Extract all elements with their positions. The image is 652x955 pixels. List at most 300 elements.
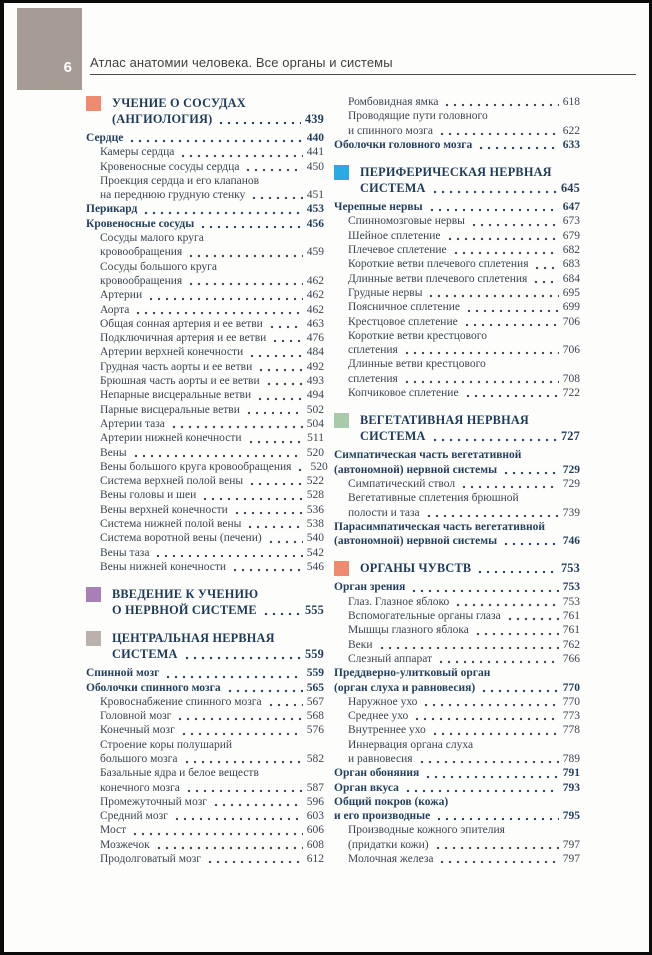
entry-title: Брюшная часть аорты и ее ветви	[100, 375, 260, 388]
toc-entry	[334, 652, 580, 666]
entry-title: Спинномозговые нервы	[348, 215, 465, 228]
dot-leader	[404, 789, 559, 793]
toc-entry	[334, 638, 580, 652]
page-ref: 753	[560, 561, 580, 576]
entry-title: Короткие ветви плечевого сплетения	[348, 258, 529, 271]
toc-line	[348, 343, 580, 357]
page-ref: 484	[306, 346, 324, 359]
page-ref: 596	[306, 795, 324, 808]
entry-title: Грудные нервы	[348, 286, 423, 299]
page-ref: 493	[306, 375, 324, 388]
toc-line	[348, 300, 580, 314]
dot-leader	[246, 525, 302, 529]
entry-title: Артерии нижней конечности	[100, 432, 242, 445]
entry-title: Поясничное сплетение	[348, 301, 460, 314]
toc-line	[100, 474, 324, 488]
page-ref: 520	[310, 460, 328, 473]
toc-section-header	[334, 412, 580, 444]
dot-leader	[443, 103, 558, 107]
dot-leader	[183, 760, 303, 764]
toc-entry	[86, 431, 324, 445]
toc-entry	[86, 666, 324, 680]
page-ref: 795	[562, 810, 580, 823]
dot-leader	[435, 817, 558, 821]
section-color-marker	[334, 413, 349, 428]
toc-line	[334, 463, 580, 477]
page-ref: 679	[562, 229, 580, 242]
toc-line	[360, 560, 580, 576]
page-ref: 791	[562, 767, 580, 780]
page-ref: 762	[562, 638, 580, 651]
page-ref: 618	[562, 96, 580, 108]
dot-leader	[403, 351, 559, 355]
dot-leader	[431, 732, 559, 736]
entry-title: Молочная железа	[348, 853, 434, 866]
page-ref: 746	[562, 535, 580, 548]
dot-leader	[463, 323, 559, 327]
dot-leader	[233, 511, 303, 515]
entry-title: Симпатический ствол	[348, 477, 456, 490]
toc-line	[86, 666, 324, 680]
dot-leader	[176, 717, 302, 721]
toc-line	[100, 738, 324, 752]
toc-line	[100, 723, 324, 737]
toc-entry	[86, 374, 324, 388]
toc-entry	[334, 595, 580, 609]
dot-leader	[212, 803, 303, 807]
toc-line	[348, 491, 580, 505]
page-ref: 462	[306, 274, 324, 287]
entry-title: Головной мозг	[100, 710, 172, 723]
page-ref: 522	[306, 475, 324, 488]
dot-leader	[187, 282, 303, 286]
toc-entry	[334, 723, 580, 737]
toc-line	[100, 460, 328, 474]
toc-entry	[86, 145, 324, 159]
dot-leader	[296, 468, 306, 472]
entry-title: Общая сонная артерия и ее ветви	[100, 317, 263, 330]
toc-entry	[334, 738, 580, 767]
entry-title: Подключичная артерия и ее ветви	[100, 332, 267, 345]
toc-entry	[86, 303, 324, 317]
toc-entry	[334, 823, 580, 852]
page-ref: 450	[306, 160, 324, 173]
toc-line	[334, 795, 580, 809]
dot-leader	[378, 646, 559, 650]
header-rule	[90, 74, 636, 75]
toc-entry	[334, 491, 580, 520]
entry-title: Проводящие пути головного	[348, 110, 488, 123]
page-ref: 706	[562, 344, 580, 357]
page-ref: 603	[306, 810, 324, 823]
page-ref: 576	[306, 724, 324, 737]
page-ref: 453	[306, 203, 324, 216]
toc-line	[348, 229, 580, 243]
entry-title: Длинные ветви крестцового	[348, 358, 486, 371]
toc-line	[348, 329, 580, 343]
toc-entry	[86, 231, 324, 260]
page-ref: 463	[306, 317, 324, 330]
entry-title: Вены большого круга кровообращения	[100, 460, 292, 473]
dot-leader	[477, 146, 558, 150]
dot-leader	[201, 497, 303, 501]
dot-leader	[142, 211, 302, 215]
toc-line	[100, 403, 324, 417]
toc-line	[100, 231, 324, 245]
dot-leader	[147, 297, 303, 301]
page-ref: 587	[306, 781, 324, 794]
entry-title: сплетения	[348, 372, 398, 385]
toc-entry	[86, 260, 324, 289]
entry-title: конечного мозга	[100, 781, 180, 794]
dot-leader	[437, 660, 559, 664]
dot-leader	[267, 540, 303, 544]
dot-leader	[403, 380, 559, 384]
entry-title: (орган слуха и равновесия)	[334, 681, 476, 694]
entry-title: ОРГАНЫ ЧУВСТВ	[360, 561, 472, 576]
running-header-title: Атлас анатомии человека. Все органы и системы	[90, 55, 393, 70]
toc-line	[100, 531, 324, 545]
entry-title: Кровеносные сосуды сердца	[100, 160, 240, 173]
entry-title: Орган обоняния	[334, 767, 420, 780]
toc-entry	[86, 738, 324, 767]
toc-line	[348, 506, 580, 520]
page-ref: 502	[306, 403, 324, 416]
dot-leader	[460, 485, 559, 489]
page-ref: 439	[304, 112, 324, 126]
dot-leader	[422, 703, 558, 707]
toc-line	[100, 781, 324, 795]
dot-leader	[132, 454, 303, 458]
toc-entry	[86, 723, 324, 737]
entry-title: Мозжечок	[100, 838, 150, 851]
page-ref: 559	[306, 667, 324, 680]
page-ref: 559	[304, 647, 324, 662]
dot-leader	[185, 789, 303, 793]
toc-line	[100, 431, 324, 445]
entry-title: Строение коры полушарий	[100, 738, 233, 751]
page-ref: 793	[562, 781, 580, 794]
entry-title: Проекция сердца и его клапанов	[100, 174, 260, 187]
page-ref: 622	[562, 124, 580, 137]
toc-line	[334, 534, 580, 548]
toc-entry	[86, 288, 324, 302]
toc-entry	[86, 331, 324, 345]
toc-line	[334, 138, 580, 152]
toc-entry	[86, 546, 324, 560]
toc-line	[334, 580, 580, 594]
toc-line	[112, 586, 324, 602]
dot-leader	[454, 603, 559, 607]
entry-title: и равновесия	[348, 752, 413, 765]
entry-title: Конечный мозг	[100, 724, 175, 737]
entry-title: Ромбовидная ямка	[348, 96, 439, 108]
toc-entry	[86, 388, 324, 402]
toc-line	[348, 214, 580, 228]
page-ref: 476	[306, 332, 324, 345]
page-ref: 492	[306, 360, 324, 373]
page-ref: 542	[306, 546, 324, 559]
toc-line	[348, 738, 580, 752]
entry-title: Черепные нервы	[334, 201, 423, 214]
section-color-marker	[86, 587, 101, 602]
toc-line	[348, 595, 580, 609]
toc-line	[100, 709, 324, 723]
dot-leader	[245, 411, 303, 415]
toc-line	[348, 823, 580, 837]
page-ref: 753	[562, 595, 580, 608]
dot-leader	[247, 440, 304, 444]
toc-entry	[334, 477, 580, 491]
page-number-block	[17, 8, 82, 90]
page-ref: 778	[562, 724, 580, 737]
page-ref: 565	[306, 681, 324, 694]
page-ref: 567	[306, 695, 324, 708]
dot-leader	[180, 732, 303, 736]
toc-line	[100, 245, 324, 259]
toc-entry	[334, 623, 580, 637]
entry-title: Среднее ухо	[348, 710, 409, 723]
toc-section-header	[86, 95, 324, 127]
page-ref: 612	[306, 853, 324, 866]
toc-entry	[334, 286, 580, 300]
toc-line	[348, 638, 580, 652]
page-ref: 633	[562, 138, 580, 151]
toc-entry	[334, 709, 580, 723]
toc-line	[100, 752, 324, 766]
toc-line	[100, 838, 324, 852]
page-ref: 456	[306, 217, 324, 230]
toc-line	[100, 160, 324, 174]
toc-line	[100, 345, 324, 359]
toc-line	[348, 652, 580, 666]
entry-title: ВЕГЕТАТИВНАЯ НЕРВНАЯ	[360, 413, 529, 428]
toc-line	[360, 180, 580, 196]
page-ref: 520	[306, 446, 324, 459]
page-ref: 695	[562, 286, 580, 299]
entry-title: СИСТЕМА	[112, 647, 178, 662]
page-ref: 462	[306, 289, 324, 302]
toc-line	[100, 823, 324, 837]
toc-right-column	[334, 95, 580, 866]
dot-leader	[470, 223, 559, 227]
toc-entry	[334, 520, 580, 549]
toc-entry	[334, 766, 580, 780]
entry-title: Сосуды большого круга	[100, 260, 217, 273]
toc-line	[348, 286, 580, 300]
toc-line	[100, 560, 324, 574]
page-ref: 797	[562, 853, 580, 866]
entry-title: Промежуточный мозг	[100, 795, 207, 808]
toc-entry	[86, 403, 324, 417]
dot-leader	[134, 311, 302, 315]
toc-entry	[86, 681, 324, 695]
page-ref: 606	[306, 824, 324, 837]
toc-line	[86, 131, 324, 145]
dot-leader	[170, 425, 303, 429]
dot-leader	[250, 196, 302, 200]
entry-title: Средний мозг	[100, 810, 168, 823]
dot-leader	[428, 208, 559, 212]
entry-title: О НЕРВНОЙ СИСТЕМЕ	[112, 603, 257, 618]
entry-title: Продолговатый мозг	[100, 853, 201, 866]
toc-line	[100, 274, 324, 288]
entry-title: СИСТЕМА	[360, 429, 426, 444]
dot-leader	[480, 689, 559, 693]
entry-title: Оболочки головного мозга	[334, 138, 473, 151]
dot-leader	[506, 617, 559, 621]
entry-title: Аорта	[100, 303, 130, 316]
toc-line	[100, 260, 324, 274]
toc-line	[86, 217, 324, 231]
toc-section-header	[86, 630, 324, 662]
page-ref: 582	[306, 752, 324, 765]
dot-leader	[438, 132, 559, 136]
toc-line	[100, 503, 324, 517]
toc-line	[112, 646, 324, 662]
dot-leader	[431, 438, 557, 442]
entry-title: Система воротной вены (печени)	[100, 532, 262, 545]
entry-title: Орган вкуса	[334, 781, 399, 794]
toc-line	[348, 272, 580, 286]
entry-title: Парные висцеральные ветви	[100, 403, 240, 416]
entry-title: сплетения	[348, 344, 398, 357]
toc-line	[100, 331, 324, 345]
page-ref: 708	[562, 372, 580, 385]
entry-title: кровообращения	[100, 274, 183, 287]
dot-leader	[244, 168, 302, 172]
entry-title: Производные кожного эпителия	[348, 824, 505, 837]
entry-title: Шейное сплетение	[348, 229, 441, 242]
toc-line	[100, 488, 324, 502]
page-ref: 761	[562, 624, 580, 637]
dot-leader	[217, 121, 301, 125]
toc-line	[348, 723, 580, 737]
page-ref: 761	[562, 610, 580, 623]
dot-leader	[427, 294, 558, 298]
entry-title: Спинной мозг	[86, 667, 160, 680]
page-ref: 673	[562, 215, 580, 228]
page-ref: 494	[306, 389, 324, 402]
toc-entry	[334, 795, 580, 824]
entry-title: ПЕРИФЕРИЧЕСКАЯ НЕРВНАЯ	[360, 165, 552, 180]
entry-title: Камеры сердца	[100, 146, 175, 159]
entry-title: Вены верхней конечности	[100, 503, 228, 516]
entry-title: и спинного мозга	[348, 124, 433, 137]
page-ref: 608	[306, 838, 324, 851]
toc-entry	[86, 460, 328, 474]
dot-leader	[464, 394, 559, 398]
dot-leader	[533, 266, 558, 270]
toc-line	[348, 695, 580, 709]
dot-leader	[532, 280, 558, 284]
page-ref: 683	[562, 258, 580, 271]
page-ref: 797	[562, 838, 580, 851]
toc-line	[334, 520, 580, 534]
entry-title: (АНГИОЛОГИЯ)	[112, 112, 213, 126]
entry-title: СИСТЕМА	[360, 181, 426, 196]
entry-title: Вены таза	[100, 546, 150, 559]
toc-entry	[86, 560, 324, 574]
toc-line	[348, 709, 580, 723]
section-color-marker	[86, 96, 101, 111]
dot-leader	[206, 860, 303, 864]
toc-section-header	[86, 586, 324, 618]
page-ref: 462	[306, 303, 324, 316]
dot-leader	[452, 251, 559, 255]
toc-entry	[86, 317, 324, 331]
toc-line	[100, 446, 324, 460]
entry-title: Сосуды малого круга	[100, 232, 204, 245]
entry-title: Короткие ветви крестцового	[348, 329, 487, 342]
toc-line	[100, 288, 324, 302]
page-ref: 568	[306, 710, 324, 723]
entry-title: Вены нижней конечности	[100, 560, 227, 573]
entry-title: Плечевое сплетение	[348, 244, 447, 257]
dot-leader	[173, 817, 303, 821]
entry-title: (автономной) нервной системы	[334, 535, 498, 548]
toc-entry	[334, 109, 580, 138]
dot-leader	[179, 154, 302, 158]
entry-title: и его производные	[334, 810, 431, 823]
toc-entry	[86, 417, 324, 431]
entry-title: (придатки кожи)	[348, 838, 429, 851]
dot-leader	[413, 717, 558, 721]
dot-leader	[502, 542, 559, 546]
toc-line	[348, 386, 580, 400]
entry-title: Мышцы глазного яблока	[348, 624, 469, 637]
toc-entry	[334, 695, 580, 709]
toc-entry	[86, 474, 324, 488]
section-color-marker	[334, 561, 349, 576]
entry-title: ЦЕНТРАЛЬНАЯ НЕРВНАЯ	[112, 631, 275, 646]
toc-line	[348, 623, 580, 637]
toc-line	[100, 145, 324, 159]
page-ref: 753	[562, 581, 580, 594]
dot-leader	[425, 514, 559, 518]
toc-entry	[334, 781, 580, 795]
entry-title: большого мозга	[100, 752, 178, 765]
page-ref: 722	[562, 387, 580, 400]
page-ref: 440	[306, 132, 324, 144]
dot-leader	[265, 382, 303, 386]
toc-entry	[334, 243, 580, 257]
entry-title: Грудная часть аорты и ее ветви	[100, 360, 253, 373]
entry-title: Перикард	[86, 203, 138, 216]
toc-line	[348, 109, 580, 123]
entry-title: Преддверно-улитковый орган	[334, 667, 491, 680]
toc-line	[348, 752, 580, 766]
dot-leader	[231, 568, 303, 572]
toc-line	[100, 174, 324, 188]
dot-leader	[476, 570, 557, 574]
entry-title: Вегетативные сплетения брюшной	[348, 492, 519, 505]
toc-line	[334, 809, 580, 823]
entry-title: кровообращения	[100, 246, 183, 259]
toc-entry	[334, 138, 580, 152]
dot-leader	[424, 775, 559, 779]
entry-title: Кровеносные сосуды	[86, 217, 195, 230]
page-ref: 706	[562, 315, 580, 328]
toc-line	[348, 372, 580, 386]
toc-line	[100, 695, 324, 709]
dot-leader	[418, 760, 559, 764]
toc-entry	[86, 202, 324, 216]
toc-line	[348, 95, 580, 109]
entry-title: Система нижней полой вены	[100, 518, 242, 531]
entry-title: ВВЕДЕНИЕ К УЧЕНИЮ	[112, 587, 259, 602]
page-ref: 682	[562, 244, 580, 257]
